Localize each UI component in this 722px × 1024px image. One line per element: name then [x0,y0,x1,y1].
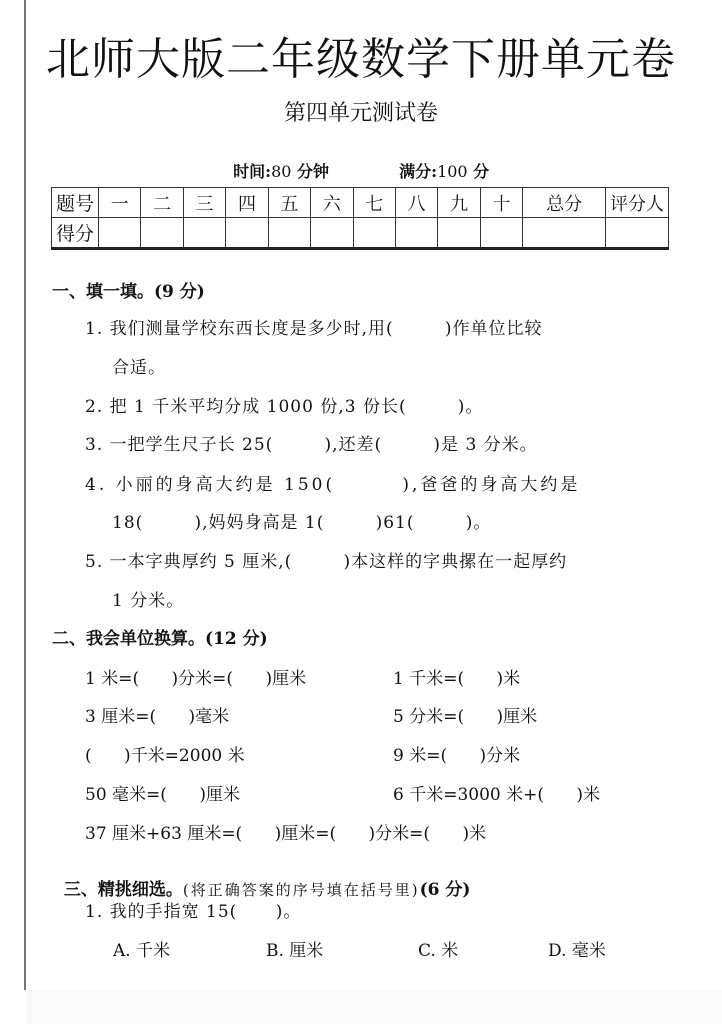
score-cell[interactable] [353,218,395,249]
s1-q4-line1: 4. 小丽的身高大约是 150( ),爸爸的身高大约是 [85,475,581,495]
col-8: 八 [395,188,437,218]
s2-row4-right: 6 千米=3000 米+( )米 [393,785,601,805]
s1-q3: 3. 一把学生尺子长 25( ),还差( )是 3 分米。 [85,435,538,455]
s1-q5-line1: 5. 一本字典厚约 5 厘米,( )本这样的字典摞在一起厚约 [85,552,568,572]
s1-q5-line2: 1 分米。 [112,591,185,611]
col-5: 五 [268,188,310,218]
s3-q1: 1. 我的手指宽 15( )。 [85,902,302,922]
col-4: 四 [226,188,268,218]
col-grader: 评分人 [606,188,669,218]
score-cell[interactable] [99,218,141,249]
s2-row1-right: 1 千米=( )米 [393,669,521,689]
s3-q1-option-b: B. 厘米 [266,941,324,961]
s3-q1-option-d: D. 毫米 [548,941,606,961]
score-cell[interactable] [141,218,183,249]
score-table-score-row [52,218,669,249]
s2-row1-left: 1 米=( )分米=( )厘米 [85,669,307,689]
s2-row5: 37 厘米+63 厘米=( )厘米=( )分米=( )米 [85,824,487,844]
s2-row3-left: ( )千米=2000 米 [85,746,245,766]
s2-row2-right: 5 分米=( )厘米 [393,707,538,727]
s1-q1-line1: 1. 我们测量学校东西长度是多少时,用( )作单位比较 [85,319,543,339]
section3-heading [52,865,470,899]
score-cell[interactable] [226,218,268,249]
section3-title: 三、精挑细选。 [63,880,183,900]
full-score-unit: 分 [467,162,490,181]
document-subtitle: 第四单元测试卷 [283,101,438,126]
col-6: 六 [311,188,353,218]
score-cell[interactable] [183,218,225,249]
col-3: 三 [183,188,225,218]
score-cell[interactable] [311,218,353,249]
col-9: 九 [438,188,480,218]
time-label: 时间: [233,162,272,181]
col-7: 七 [353,188,395,218]
section3-score: (6 分) [419,880,471,900]
score-cell[interactable] [438,218,480,249]
row-head-question-no: 题号 [52,188,99,218]
score-cell-grader[interactable] [606,218,669,249]
row-head-score: 得分 [52,218,99,249]
col-total: 总分 [523,188,606,218]
s2-row3-right: 9 米=( )分米 [393,746,521,766]
full-score-value: 100 [437,162,468,181]
page-binding-line [24,0,26,990]
score-table-header-row [52,188,669,218]
document-title: 北师大版二年级数学下册单元卷 [46,34,676,85]
s2-row2-left: 3 厘米=( )毫米 [85,707,230,727]
s1-q2: 2. 把 1 千米平均分成 1000 份,3 份长( )。 [85,397,484,417]
full-score-label: 满分: [399,162,438,181]
col-1: 一 [99,188,141,218]
section2-heading: 二、我会单位换算。(12 分) [52,629,268,649]
exam-time [222,148,329,180]
time-value: 80 [271,162,292,181]
exam-full-score [388,148,489,180]
page-bottom-margin [26,990,722,1024]
time-unit: 分钟 [291,162,329,181]
s1-q4-line2: 18( ),妈妈身高是 1( )61( )。 [112,513,492,533]
col-10: 十 [480,188,522,218]
s2-row4-left: 50 毫米=( )厘米 [85,785,240,805]
s1-q1-line2: 合适。 [112,358,166,378]
score-cell[interactable] [395,218,437,249]
section1-heading: 一、填一填。(9 分) [52,282,205,302]
s3-q1-option-c: C. 米 [418,941,459,961]
score-cell-total[interactable] [523,218,606,249]
s3-q1-option-a: A. 千米 [113,941,171,961]
section3-instruction: (将正确答案的序号填在括号里) [182,881,420,899]
col-2: 二 [141,188,183,218]
score-table [51,187,669,250]
score-cell[interactable] [480,218,522,249]
score-cell[interactable] [268,218,310,249]
